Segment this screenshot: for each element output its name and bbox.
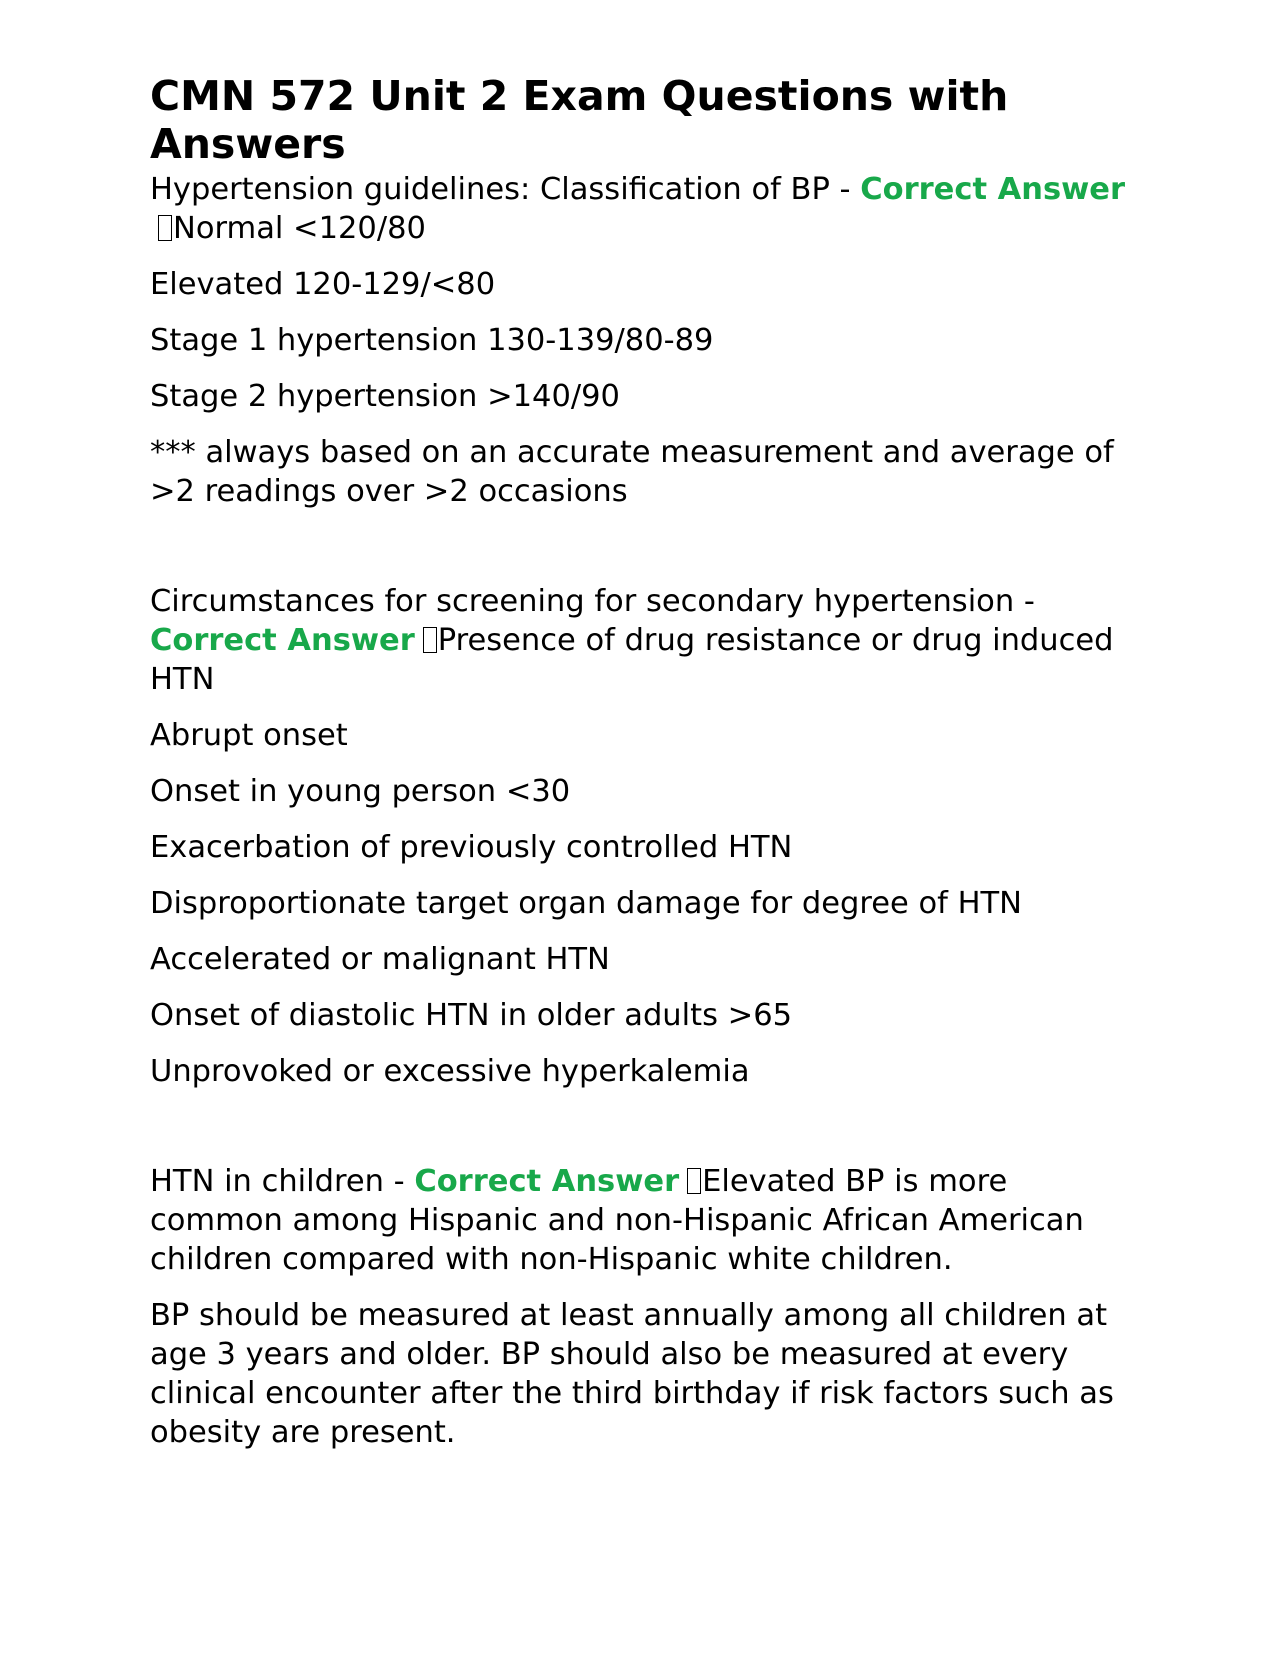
missing-glyph-icon xyxy=(687,1168,701,1194)
qa-block-2 xyxy=(150,582,1130,1091)
missing-glyph-icon xyxy=(158,215,172,241)
correct-answer-label: Correct Answer xyxy=(414,1164,680,1199)
question-text: Hypertension guidelines: Classification of BP - xyxy=(150,172,861,207)
answer-line: Stage 1 hypertension 130-139/80-89 xyxy=(150,323,714,358)
question-3 xyxy=(150,1162,1130,1279)
answer-text: Normal <120/80 xyxy=(173,211,426,246)
question-text: Circumstances for screening for secondary hypertension - xyxy=(150,584,1035,619)
answer-text: Presence of drug resistance or drug induced HTN xyxy=(150,623,1114,697)
answer-line: Accelerated or malignant HTN xyxy=(150,942,610,977)
question-1 xyxy=(150,170,1130,248)
answer-line: Disproportionate target organ damage for degree of HTN xyxy=(150,886,1022,921)
answer-line: Onset of diastolic HTN in older adults >65 xyxy=(150,998,793,1033)
answer-line: Elevated 120-129/<80 xyxy=(150,267,496,302)
correct-answer-label: Correct Answer xyxy=(860,172,1126,207)
section-spacer xyxy=(150,528,1130,582)
question-text: HTN in children - xyxy=(150,1164,415,1199)
answer-line: Onset in young person <30 xyxy=(150,774,571,809)
page-title: CMN 572 Unit 2 Exam Questions with Answers xyxy=(150,72,1009,168)
section-spacer xyxy=(150,1108,1130,1162)
answer-line: Unprovoked or excessive hyperkalemia xyxy=(150,1054,750,1089)
missing-glyph-icon xyxy=(423,627,437,653)
question-2 xyxy=(150,582,1130,699)
answer-line: Abrupt onset xyxy=(150,718,348,753)
answer-line: BP should be measured at least annually among all children at age 3 years and older. BP should also be measured at every clinical encounter after the third birthday if risk factors such as obesity are present. xyxy=(150,1298,1114,1450)
correct-answer-label: Correct Answer xyxy=(150,623,415,658)
answer-line: Stage 2 hypertension >140/90 xyxy=(150,379,620,414)
answer-text: Elevated BP is more common among Hispanic and non-Hispanic African American children compared with non-Hispanic white children. xyxy=(150,1164,1084,1277)
qa-block-1 xyxy=(150,170,1130,511)
qa-block-3 xyxy=(150,1162,1130,1452)
answer-line: *** always based on an accurate measurement and average of >2 readings over >2 occasions xyxy=(150,435,1114,509)
answer-line: Exacerbation of previously controlled HTN xyxy=(150,830,793,865)
document-page xyxy=(150,72,1130,1469)
